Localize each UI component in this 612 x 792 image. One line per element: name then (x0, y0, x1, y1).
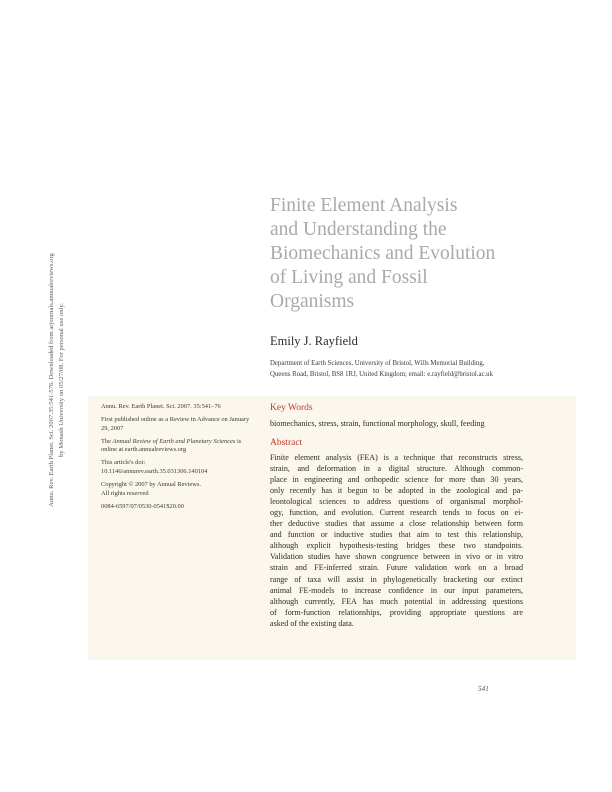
abstract-line: ther deductive studies that assume a close relationship between form (270, 519, 523, 529)
doi-label: This article's doi: (101, 459, 146, 467)
citation: Annu. Rev. Earth Planet. Sci. 2007. 35:541–76 (101, 403, 221, 410)
journal-name: Annual Review of Earth and Planetary Sciences (112, 437, 236, 445)
article-title (270, 194, 570, 314)
abstract-line: although explicit hypothesis-testing bridges these two standpoints. (270, 541, 523, 551)
first-published-note: First published online as a Review in Advance on January 29, 2007 (101, 416, 250, 432)
author-affiliation (270, 358, 540, 380)
copyright: Copyright © 2007 by Annual Reviews. (101, 481, 201, 489)
abstract-line: asked of the existing data. (270, 618, 354, 628)
keywords-heading: Key Words (270, 403, 313, 413)
publication-metadata (101, 403, 251, 516)
author-name: Emily J. Rayfield (270, 334, 358, 348)
abstract-body (270, 452, 523, 629)
abstract-line: Finite element analysis (FEA) is a technique that reconstructs stress, (270, 453, 523, 462)
rights: All rights reserved (101, 489, 149, 497)
abstract-line: only recently has it begun to be adopted in the zoological and pa- (270, 486, 523, 496)
abstract-line: animal FE-models to increase confidence in our input parameters, (270, 585, 523, 595)
title-line: Biomechanics and Evolution (270, 243, 496, 264)
abstract-line: Validation studies have shown congruence between in vivo or in vitro (270, 552, 523, 562)
doi-block (101, 459, 251, 476)
abstract-line: strain and FE-inferred strain. Future validation work on a broad (270, 563, 523, 573)
title-line: Organisms (270, 291, 355, 312)
abstract-line: range of taxa will assist in phylogenetically bracketing our extinct (270, 574, 523, 584)
abstract-line: place in engineering and orthopedic science for more than 30 years, (270, 475, 523, 485)
abstract-heading: Abstract (270, 438, 303, 448)
download-notice (47, 220, 67, 540)
abstract-line: strain, and deformation in a digital structure. Although common- (270, 464, 523, 474)
abstract-line: and function or inductive studies that aim to test this relationship, (270, 530, 523, 540)
abstract-line: leontological sciences to address questions of organismal morphol- (270, 497, 523, 507)
download-notice-line-1: Annu. Rev. Earth Planet. Sci. 2007.35:541-576. Downloaded from arjournals.annualreviews.org (48, 253, 55, 507)
affiliation-line: Department of Earth Sciences, University of Bristol, Wills Memorial Building, (270, 360, 485, 367)
journal-prefix: The (101, 437, 113, 445)
affiliation-line: Queens Road, Bristol, BS8 1RJ, United Kingdom; email: e.rayfield@bristol.ac.uk (270, 371, 493, 378)
download-notice-line-2: by Monash University on 05/27/08. For personal use only. (58, 303, 65, 457)
page-number: 541 (478, 685, 489, 693)
article-code: 0084-6597/07/0530-0541$20.00 (101, 502, 184, 510)
keywords-list: biomechanics, stress, strain, functional morphology, skull, feeding (270, 419, 485, 428)
journal-online-note (101, 438, 251, 455)
title-line: of Living and Fossil (270, 267, 428, 288)
journal-suffix: is online at earth.annualreviews.org (101, 437, 242, 454)
abstract-line: ogy, function, and evolution. Current research tends to focus on ei- (270, 508, 523, 518)
title-line: and Understanding the (270, 219, 447, 240)
abstract-line: although currently, FEA has much potential in addressing questions (270, 596, 523, 606)
doi-value: 10.1146/annurev.earth.35.031306.140104 (101, 468, 208, 476)
title-line: Finite Element Analysis (270, 195, 458, 216)
copyright-block (101, 481, 251, 498)
abstract-line: of form-function relationships, providing appropriate questions are (270, 607, 523, 617)
